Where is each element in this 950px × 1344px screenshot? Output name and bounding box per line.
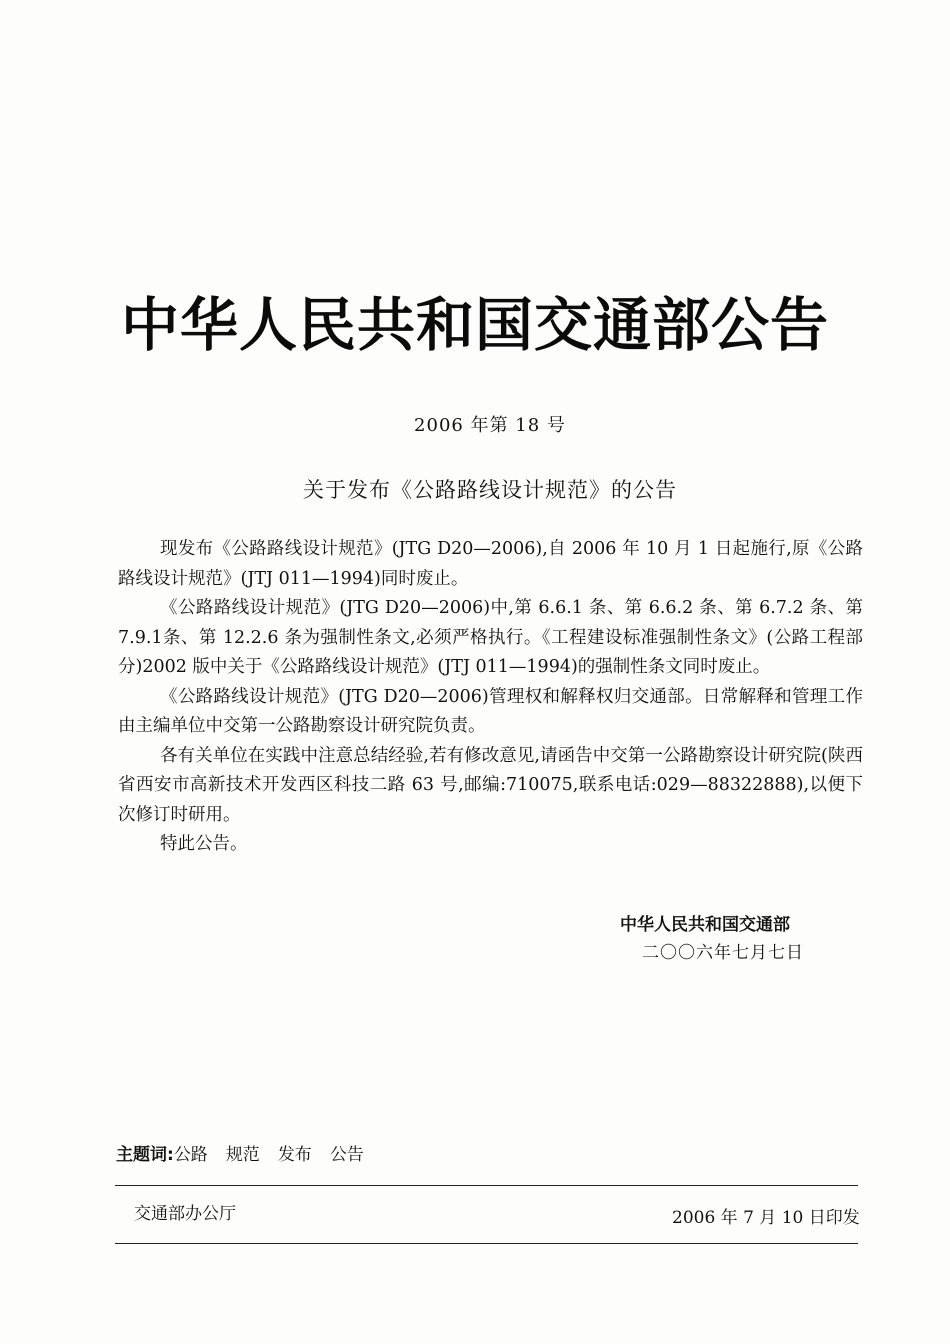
paragraph: 《公路路线设计规范》(JTG D20—2006)管理权和解释权归交通部。日常解释和管理工作由主编单位中交第一公路勘察设计研究院负责。 <box>118 686 863 736</box>
page-title: 中华人民共和国交通部公告 <box>120 291 829 359</box>
issue-date: 2006 年 7 月 10 日印发 <box>672 1208 860 1228</box>
paragraph: 各有关单位在实践中注意总结经验,若有修改意见,请函告中交第一公路勘察设计研究院(陕西省西安市高新技术开发西区科技二路 63 号,邮编:710075,联系电话:029—88322888),以便下次修订时研用。 <box>118 745 863 825</box>
signature-date: 二〇〇六年七月七日 <box>642 943 804 963</box>
signature-org: 中华人民共和国交通部 <box>620 915 790 935</box>
keywords-label: 主题词: <box>116 1145 174 1165</box>
paragraph: 《公路路线设计规范》(JTG D20—2006)中,第 6.6.1 条、第 6.6.2 条、第 6.7.2 条、第 7.9.1条、第 12.2.6 条为强制性条文,必须严格执行。《工程建设标准强制性条文》(公路工程部分)2002 版中关于《公路路线设计规范》(JTJ 011—1994)的强制性条文同时废止。 <box>118 598 863 677</box>
document-number: 2006 年第 18 号 <box>414 415 566 436</box>
paragraph: 现发布《公路路线设计规范》(JTG D20—2006),自 2006 年 10 月 1 日起施行,原《公路路线设计规范》(JTJ 011—1994)同时废止。 <box>118 539 863 589</box>
keyword: 公告 <box>329 1145 364 1165</box>
divider-top <box>115 1185 858 1186</box>
notice-title: 关于发布《公路路线设计规范》的公告 <box>303 478 677 502</box>
divider-bottom <box>115 1243 858 1244</box>
paragraph: 特此公告。 <box>160 834 248 854</box>
signature-block <box>620 911 860 967</box>
notice-body <box>118 535 863 860</box>
issuing-office: 交通部办公厅 <box>134 1204 236 1224</box>
keyword: 发布 <box>277 1145 312 1165</box>
keywords-line <box>116 1140 382 1165</box>
keyword: 公路 <box>173 1145 208 1165</box>
keyword: 规范 <box>225 1145 260 1165</box>
